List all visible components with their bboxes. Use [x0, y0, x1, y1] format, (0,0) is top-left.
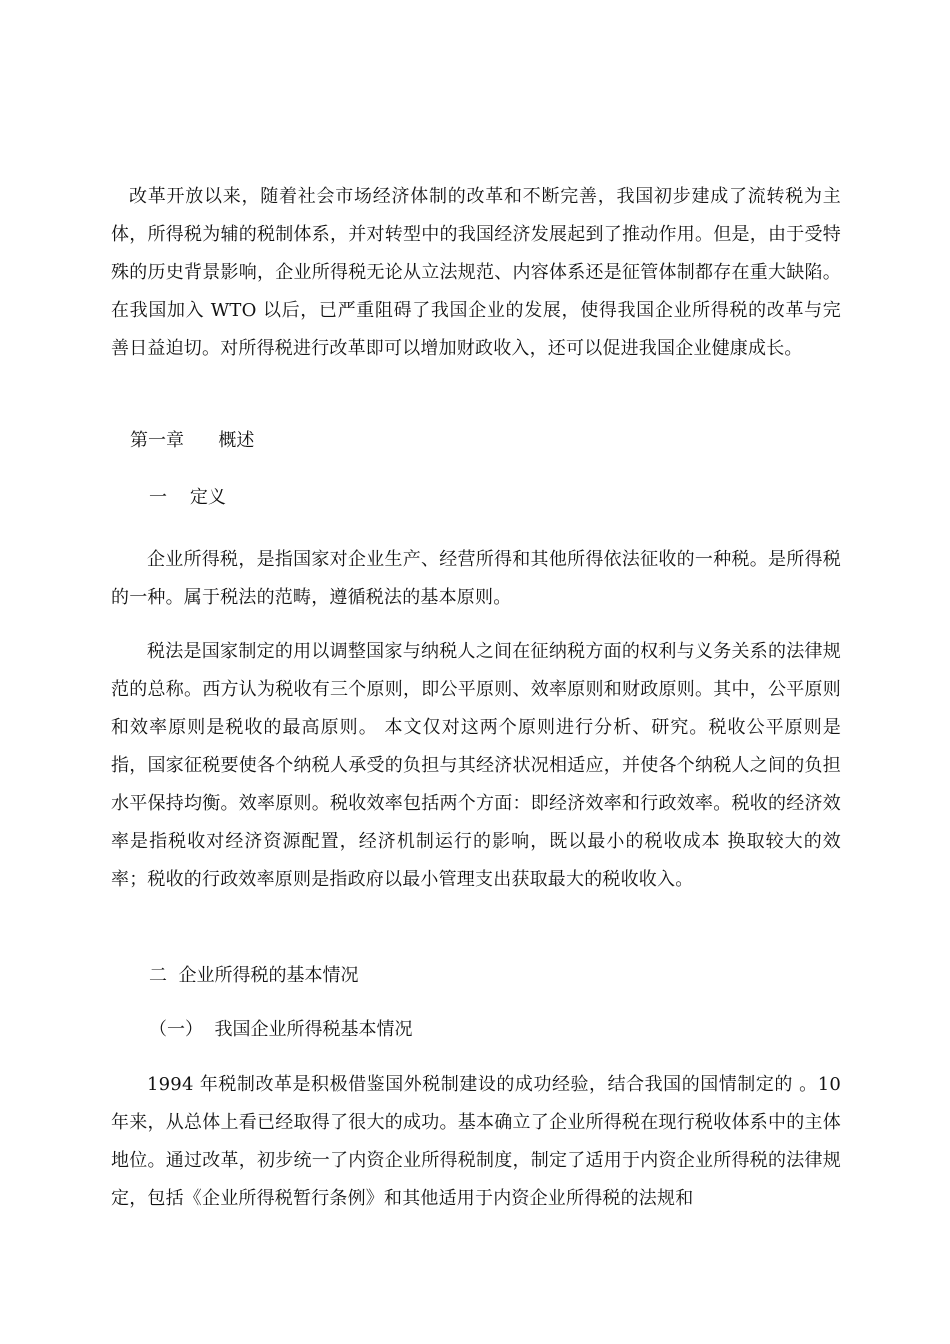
section-one-heading: 一 定义 — [149, 487, 226, 508]
intro-paragraph: 改革开放以来，随着社会市场经济体制的改革和不断完善，我国初步建成了流转税为主体，所得税为辅的税制体系，并对转型中的我国经济发展起到了推动作用。但是，由于受特殊的历史背景影响，企业所得税无论从立法规范、内容体系还是征管体制都存在重大缺陷。在我国加入 WTO 以后，已严重阻碍了我国企业的发展，使得我国企业所得税的改革与完善日益迫切。对所得税进行改革即可以增加财政收入，还可以促进我国企业健康成长。 — [111, 186, 841, 359]
section-two-heading: 二 企业所得税的基本情况 — [149, 965, 359, 986]
definition-paragraph: 企业所得税，是指国家对企业生产、经营所得和其他所得依法征收的一种税。是所得税的一种。属于税法的范畴，遵循税法的基本原则。 — [111, 549, 841, 608]
subsection-heading: （一） 我国企业所得税基本情况 — [149, 1019, 413, 1040]
tax-law-paragraph: 税法是国家制定的用以调整国家与纳税人之间在征纳税方面的权利与义务关系的法律规范的总称。西方认为税收有三个原则，即公平原则、效率原则和财政原则。其中，公平原则和效率原则是税收的最高原则。 本文仅对这两个原则进行分析、研究。税收公平原则是指，国家征税要使各个纳税人承受的负担与其经济状况相适应，并使各个纳税人之间的负担水平保持均衡。效率原则。税收效率包括两个方面：即经济效率和行政效率。税收的经济效率是指税收对经济资源配置，经济机制运行的影响，既以最小的税收成本 换取较大的效率；税收的行政效率原则是指政府以最小管理支出获取最大的税收收入。 — [111, 641, 841, 890]
reform-paragraph: 1994 年税制改革是积极借鉴国外税制建设的成功经验，结合我国的国情制定的 。10 年来，从总体上看已经取得了很大的成功。基本确立了企业所得税在现行税收体系中的主体地位。通过改革，初步统一了内资企业所得税制度，制定了适用于内资企业所得税的法律规定，包括《企业所得税暂行条例》和其他适用于内资企业所得税的法规和 — [111, 1074, 841, 1209]
chapter-heading: 第一章 概述 — [130, 430, 255, 451]
